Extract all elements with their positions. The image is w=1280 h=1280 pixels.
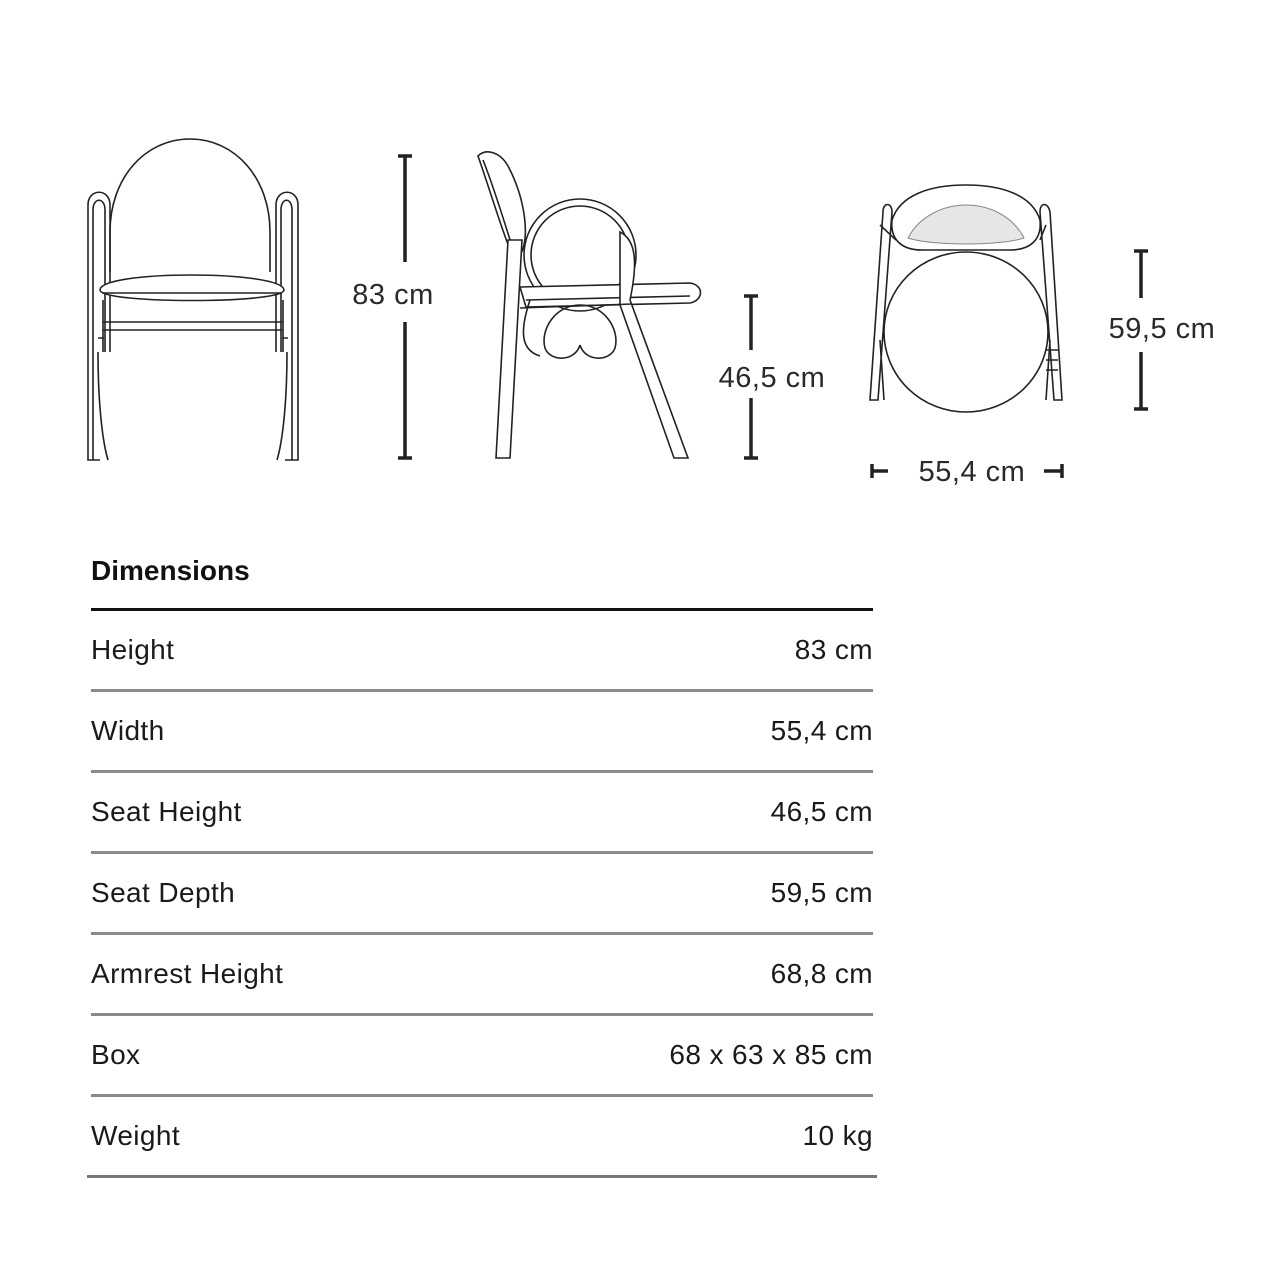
height-label: 83 cm [352,279,434,311]
dimensions-rows [91,611,873,1178]
seat-height-label: 46,5 cm [718,362,826,394]
spec-value: 55,4 cm [770,715,873,746]
depth-label: 59,5 cm [1108,313,1216,345]
chair-side-view [478,152,701,458]
chair-dimension-drawing [0,0,1280,520]
table-row [91,854,873,935]
width-label: 55,4 cm [918,456,1026,488]
spec-value: 59,5 cm [770,877,873,908]
spec-label: Width [91,715,165,746]
spec-value: 68,8 cm [770,958,873,989]
table-row [91,611,873,692]
table-row [87,1097,877,1178]
spec-label: Seat Height [91,796,242,827]
chair-top-view [870,185,1062,412]
spec-label: Seat Depth [91,877,236,908]
spec-label: Height [91,634,175,665]
spec-value: 68 x 63 x 85 cm [669,1039,873,1070]
chair-front-view [88,139,298,460]
spec-value: 46,5 cm [770,796,873,827]
spec-value: 83 cm [794,634,873,665]
table-row [91,935,873,1016]
spec-value: 10 kg [802,1120,873,1151]
table-row [91,692,873,773]
dimensions-title: Dimensions [91,555,250,586]
table-row [91,773,873,854]
dimensions-table [91,552,873,1178]
table-row [91,1016,873,1097]
spec-label: Armrest Height [91,958,284,989]
spec-label: Weight [91,1120,181,1151]
spec-label: Box [91,1039,141,1070]
